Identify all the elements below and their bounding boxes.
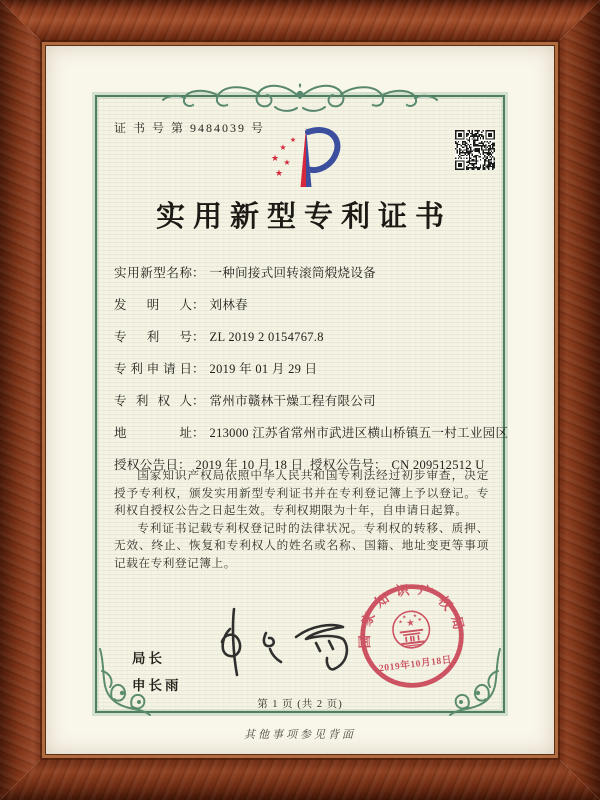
seal-agency-text: 国家知识产权局 — [357, 581, 468, 649]
colon: ： — [192, 330, 205, 344]
field-value: 常州市赣林干燥工程有限公司 — [209, 394, 376, 408]
director-block — [132, 645, 182, 699]
svg-text:★: ★ — [283, 158, 291, 167]
seal-emblem-gate — [400, 629, 425, 648]
colon: ： — [192, 266, 205, 280]
official-seal — [346, 570, 478, 702]
certificate-title: 实用新型专利证书 — [155, 201, 452, 233]
field-value: 2019 年 10 月 18 日 — [195, 458, 304, 472]
legal-paragraph-2: 专利证书记载专利权登记时的法律状况。专利权的转移、质押、无效、终止、恢复和专利权人的姓名或名称、国籍、地址变更等事项记载在专利登记簿上。 — [114, 521, 489, 570]
field-label: 发明人 — [114, 298, 192, 312]
field-value: 213000 江苏省常州市武进区横山桥镇五一村工业园区 — [209, 426, 509, 440]
director-name: 申长雨 — [132, 678, 182, 693]
svg-text:★: ★ — [289, 136, 297, 144]
svg-text:★: ★ — [401, 615, 407, 621]
wood-frame-top — [0, 0, 600, 46]
top-floral-ornament-icon — [155, 79, 445, 117]
field-label: 授权公告号 — [310, 458, 374, 472]
see-back-note: 其他事项参见背面 — [244, 729, 356, 741]
field-label: 地址 — [114, 426, 192, 440]
svg-text:国家知识产权局 — [349, 575, 468, 650]
field-label: 授权公告日 — [114, 458, 178, 472]
field-patentee — [114, 391, 493, 409]
svg-text:★: ★ — [398, 620, 404, 626]
field-value: ZL 2019 2 0154767.8 — [209, 330, 324, 344]
certificate-border-box — [95, 95, 509, 713]
colon: ： — [192, 298, 205, 312]
seal-emblem-big-star: ★ — [405, 617, 416, 630]
field-label: 专利权人 — [114, 394, 192, 408]
svg-text:★: ★ — [279, 143, 287, 152]
svg-text:★: ★ — [412, 614, 418, 620]
colon: ： — [192, 394, 205, 408]
colon: ： — [178, 458, 191, 472]
field-value: 刘林春 — [209, 298, 248, 312]
field-invention-name — [114, 263, 493, 281]
field-value: 一种间接式回转滚筒煅烧设备 — [209, 266, 376, 280]
field-label: 专利申请日 — [114, 362, 192, 376]
field-label: 专利号 — [114, 330, 192, 344]
wood-frame-left — [0, 0, 46, 800]
field-patent-number — [114, 327, 493, 345]
svg-text:★: ★ — [274, 169, 284, 179]
svg-text:★: ★ — [417, 617, 423, 624]
seal-date: 2019年10月18日 — [378, 654, 453, 675]
legal-paragraph-1: 国家知识产权局依照中华人民共和国专利法经过初步审查，决定授予专利权，颁发实用新型专利证书并在专利登记簿上予以登记。专利权自授权公告之日起生效。专利权期限为十年，自申请日起算。 — [114, 469, 489, 517]
field-label: 实用新型名称 — [114, 266, 192, 280]
qr-code — [455, 130, 495, 170]
wood-frame-bottom — [0, 754, 600, 800]
colon: ： — [192, 426, 205, 440]
certificate-number: 证 书 号 第 9484039 号 — [114, 121, 266, 135]
field-address — [114, 423, 509, 441]
legal-text — [114, 467, 489, 572]
field-value: CN 209512512 U — [391, 458, 485, 472]
colon: ： — [192, 362, 205, 376]
field-inventor — [114, 295, 493, 313]
certificate-fields — [114, 263, 509, 487]
wood-frame-right — [554, 0, 600, 800]
page-number: 第 1 页 (共 2 页) — [257, 699, 343, 710]
field-value: 2019 年 01 月 29 日 — [209, 362, 318, 376]
svg-text:★: ★ — [270, 154, 280, 164]
certificate-paper — [46, 46, 554, 754]
cnipa-patent-logo-icon — [263, 125, 345, 197]
field-filing-date — [114, 359, 493, 377]
director-title: 局长 — [132, 651, 165, 666]
colon: ： — [374, 458, 387, 472]
